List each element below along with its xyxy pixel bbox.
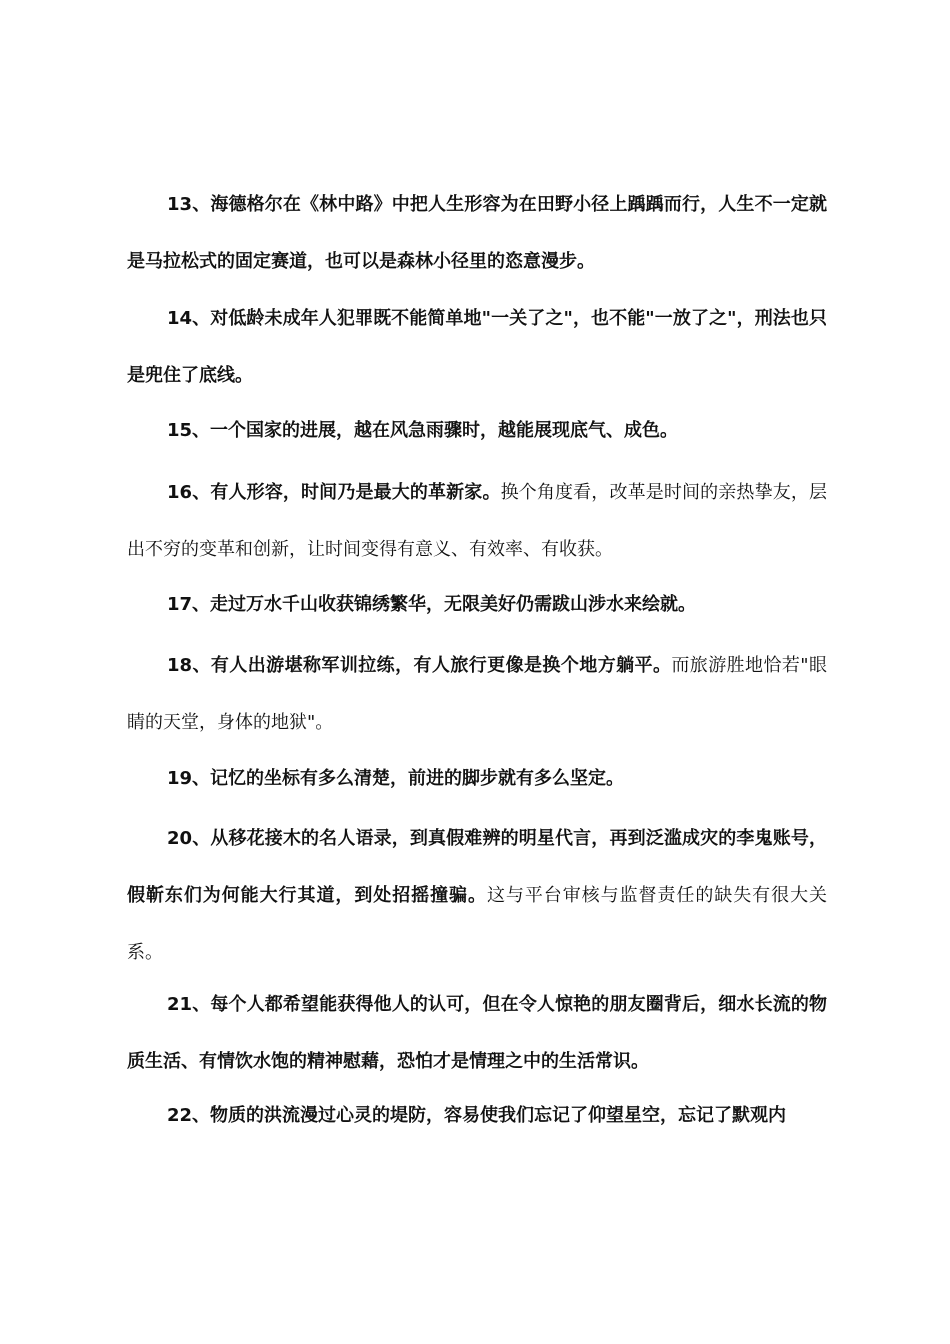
paragraph-14-bold-text: 14、对低龄未成年人犯罪既不能简单地"一关了之"，也不能"一放了之"，刑法也只是兜住了底线。 — [127, 308, 827, 386]
paragraph-15-bold-text: 15、一个国家的进展，越在风急雨骤时，越能展现底气、成色。 — [167, 420, 679, 441]
paragraph-17 — [127, 576, 827, 633]
paragraph-19-bold-text: 19、记忆的坐标有多么清楚，前进的脚步就有多么坚定。 — [167, 768, 625, 789]
paragraph-22-bold-text: 22、物质的洪流漫过心灵的堤防，容易使我们忘记了仰望星空，忘记了默观内 — [167, 1105, 787, 1126]
paragraph-21 — [127, 976, 827, 1090]
paragraph-14 — [127, 290, 827, 404]
paragraph-21-bold-text: 21、每个人都希望能获得他人的认可，但在令人惊艳的朋友圈背后，细水长流的物质生活、有情饮水饱的精神慰藉，恐怕才是情理之中的生活常识。 — [127, 994, 827, 1072]
paragraph-20-normal-text: 这与平台审核与监督责任的缺失有很大关系。 — [127, 885, 828, 963]
paragraph-22 — [127, 1087, 827, 1144]
paragraph-17-bold-text: 17、走过万水千山收获锦绣繁华，无限美好仍需跋山涉水来绘就。 — [167, 594, 697, 615]
paragraph-16-normal-text: 换个角度看，改革是时间的亲热挚友，层出不穷的变革和创新，让时间变得有意义、有效率、有收获。 — [127, 482, 827, 560]
paragraph-13 — [127, 176, 827, 290]
paragraph-20-bold-text: 20、从移花接木的名人语录，到真假难辨的明星代言，再到泛滥成灾的李鬼账号，假靳东们为何能大行其道，到处招摇撞骗。 — [127, 828, 827, 906]
paragraph-20 — [127, 810, 827, 981]
paragraph-16-bold-text: 16、有人形容，时间乃是最大的革新家。 — [167, 482, 501, 503]
paragraph-18 — [127, 637, 827, 751]
paragraph-19 — [127, 750, 827, 807]
paragraph-18-normal-text: 而旅游胜地恰若"眼睛的天堂，身体的地狱"。 — [127, 655, 828, 733]
paragraph-16 — [127, 464, 827, 578]
paragraph-15 — [127, 402, 827, 459]
paragraph-13-bold-text: 13、海德格尔在《林中路》中把人生形容为在田野小径上踽踽而行，人生不一定就是马拉松式的固定赛道，也可以是森林小径里的恣意漫步。 — [127, 194, 827, 272]
paragraph-18-bold-text: 18、有人出游堪称军训拉练，有人旅行更像是换个地方躺平。 — [167, 655, 672, 676]
